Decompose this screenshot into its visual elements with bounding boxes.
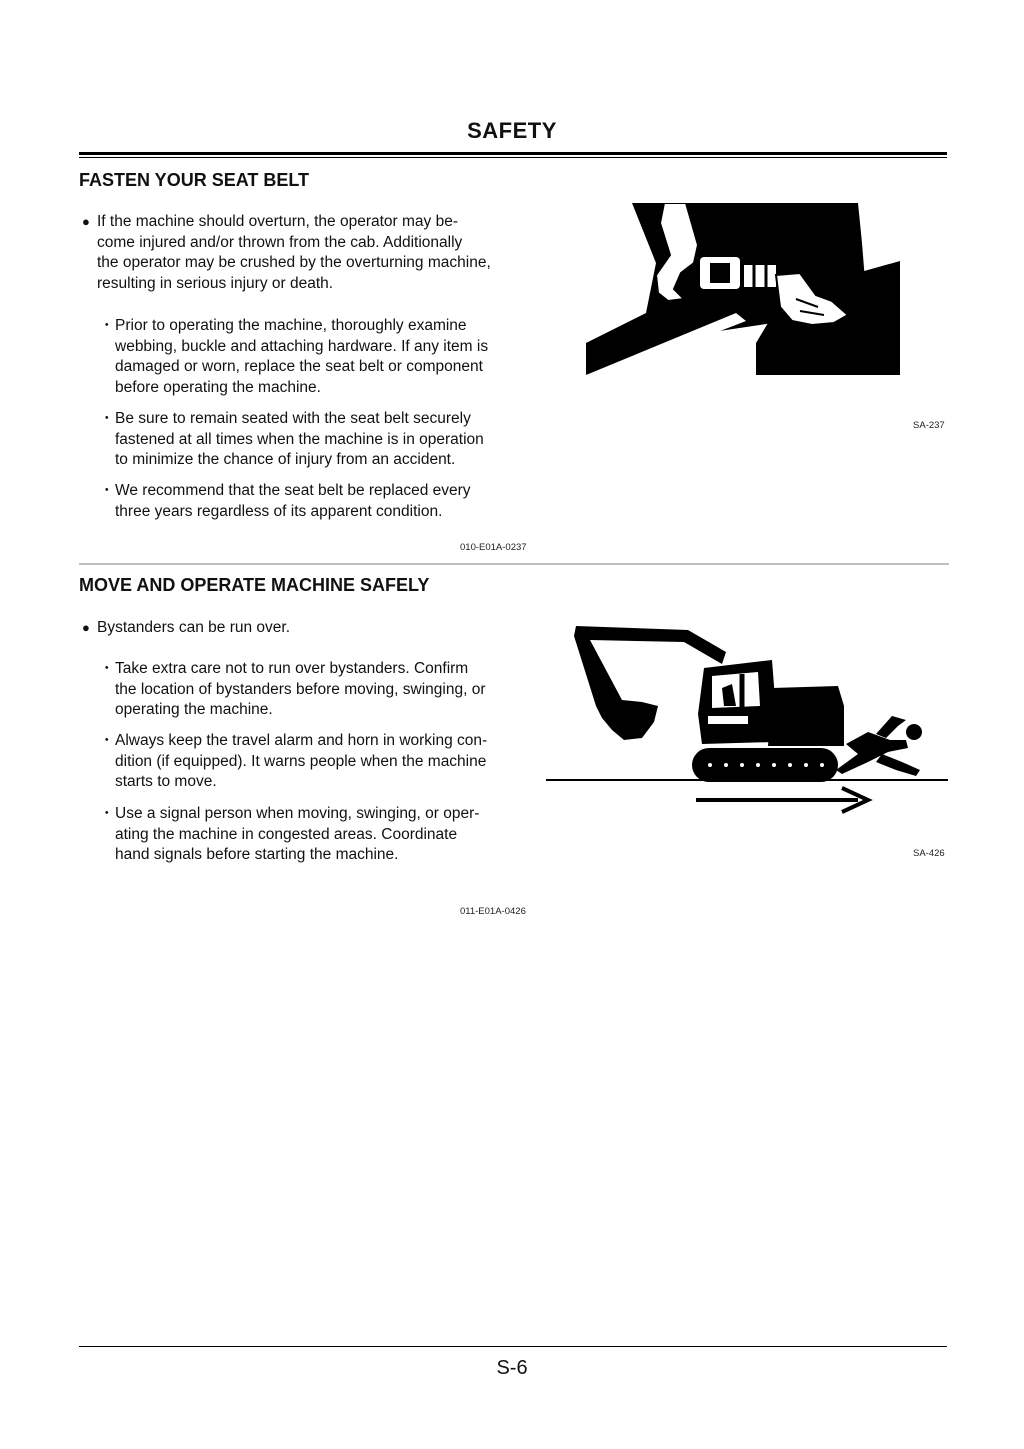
sub-item-text: Take extra care not to run over bystanders. Confirm the location of bystanders before moving, swinging, or operating the machine.	[115, 660, 486, 719]
section-title-move-operate: MOVE AND OPERATE MACHINE SAFELY	[79, 575, 430, 595]
bullet-item	[82, 212, 542, 294]
sub-item	[99, 804, 539, 866]
doc-code: 010-E01A-0237	[460, 542, 527, 553]
page-number: S-6	[496, 1357, 528, 1379]
page-title: SAFETY	[467, 118, 557, 143]
excavator-illustration	[546, 622, 948, 822]
doc-code: 011-E01A-0426	[460, 906, 526, 917]
bullet-mark: ●	[82, 214, 90, 229]
sub-bullet-mark: ・	[99, 732, 115, 749]
bullet-text: If the machine should overturn, the operator may be- come injured and/or thrown from the cab. Additionally the operator may be crushed by the overturning machine, resulting in serious injury or death.	[97, 213, 491, 292]
sub-item-text: Prior to operating the machine, thoroughly examine webbing, buckle and attaching hardware. If any item is damaged or worn, replace the seat belt or component before operating the machine.	[115, 317, 489, 396]
bullet-item	[82, 618, 542, 639]
header-rule-thick	[79, 152, 947, 155]
footer-rule	[79, 1346, 947, 1347]
sub-bullet-mark: ・	[99, 660, 115, 677]
section-separator	[79, 563, 949, 565]
sub-item-text: Be sure to remain seated with the seat belt securely fastened at all times when the machine is in operation to minimize the chance of injury from an accident.	[115, 410, 484, 469]
sub-item	[99, 659, 539, 721]
figure-code: SA-237	[913, 420, 945, 431]
sub-bullet-mark: ・	[99, 410, 115, 427]
sub-item	[99, 316, 539, 398]
sub-bullet-mark: ・	[99, 805, 115, 822]
sub-item-text: Use a signal person when moving, swinging, or oper- ating the machine in congested areas. Coordinate hand signals before starting the machine.	[115, 805, 480, 864]
sub-item	[99, 731, 539, 793]
section-title-seat-belt: FASTEN YOUR SEAT BELT	[79, 170, 310, 190]
sub-bullet-mark: ・	[99, 317, 115, 334]
figure-code: SA-426	[913, 848, 945, 859]
sub-item	[99, 409, 539, 471]
sub-bullet-mark: ・	[99, 482, 115, 499]
seat-belt-illustration	[586, 203, 900, 375]
bullet-text: Bystanders can be run over.	[97, 619, 291, 636]
sub-item	[99, 481, 539, 522]
sub-item-text: Always keep the travel alarm and horn in working con- dition (if equipped). It warns people when the machine starts to move.	[115, 732, 488, 791]
bullet-mark: ●	[82, 620, 90, 635]
sub-item-text: We recommend that the seat belt be replaced every three years regardless of its apparent condition.	[115, 482, 471, 520]
header-rule-thin	[79, 157, 947, 158]
